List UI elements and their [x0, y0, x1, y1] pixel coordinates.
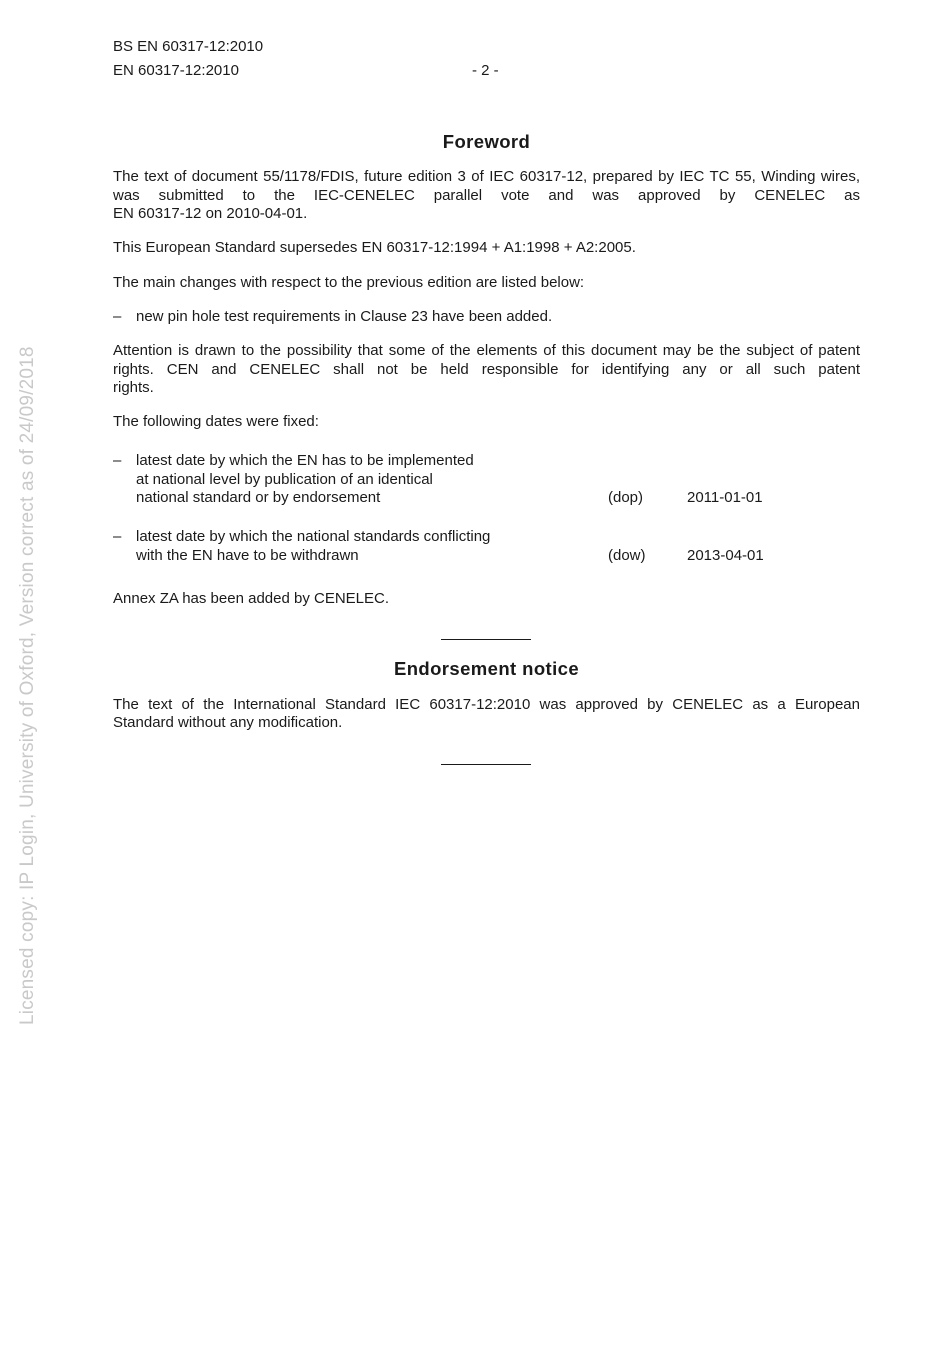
foreword-paragraph-1: The text of document 55/1178/FDIS, future edition 3 of IEC 60317-12, prepared by IEC TC 55, Winding wires, was submitted to the IEC-CENELEC parallel vote and was approved by CENELEC as	[113, 168, 860, 204]
endorsement-text: The text of the International Standard IEC 60317-12:2010 was approved by CENELEC as a European	[113, 696, 860, 713]
date-description-line: latest date by which the national standards conflicting	[136, 528, 491, 545]
foreword-paragraph-2: This European Standard supersedes EN 60317-12:1994 + A1:1998 + A2:2005.	[113, 239, 636, 256]
end-divider	[441, 764, 531, 765]
date-description-line: with the EN have to be withdrawn	[136, 546, 359, 564]
dash-bullet: –	[113, 452, 122, 469]
foreword-paragraph-3: The main changes with respect to the previous edition are listed below:	[113, 274, 585, 291]
endorsement-text-end: Standard without any modification.	[113, 714, 343, 731]
header-bs-number: BS EN 60317-12:2010	[113, 38, 264, 55]
date-value: 2013-04-01	[687, 547, 764, 564]
license-watermark: Licensed copy: IP Login, University of Oxford, Version correct as of 24/09/2018	[17, 346, 38, 1025]
section-divider	[441, 639, 531, 640]
foreword-paragraph-4-end: rights.	[113, 379, 154, 396]
date-description-line: latest date by which the EN has to be implemented	[136, 452, 474, 469]
foreword-paragraph-4: Attention is drawn to the possibility that some of the elements of this document may be the subject of patent rights. CEN and CENELEC shall not be held responsible for identifying any or all such patent	[113, 342, 860, 378]
annex-note: Annex ZA has been added by CENELEC.	[113, 590, 390, 607]
dash-bullet: –	[113, 308, 122, 325]
date-description-line: national standard or by endorsement	[136, 489, 381, 506]
dash-bullet: –	[113, 528, 122, 545]
date-code: (dop)	[608, 489, 644, 506]
date-list-item-dop	[113, 452, 860, 510]
date-value: 2011-01-01	[687, 489, 763, 506]
endorsement-heading: Endorsement notice	[393, 658, 580, 679]
foreword-paragraph-1-end: EN 60317-12 on 2010-04-01.	[113, 205, 308, 222]
date-description	[136, 528, 576, 565]
change-list-item-text: new pin hole test requirements in Clause 23 have been added.	[136, 308, 553, 325]
date-code: (dow)	[608, 547, 646, 564]
change-list-item	[113, 308, 860, 327]
foreword-paragraph-5: The following dates were fixed:	[113, 413, 319, 430]
date-description-line: at national level by publication of an identical	[136, 470, 433, 488]
header-en-number: EN 60317-12:2010	[113, 62, 239, 79]
foreword-heading: Foreword	[442, 131, 531, 152]
page-number: - 2 -	[472, 62, 499, 79]
date-description	[136, 452, 576, 508]
date-list-item-dow	[113, 528, 860, 568]
